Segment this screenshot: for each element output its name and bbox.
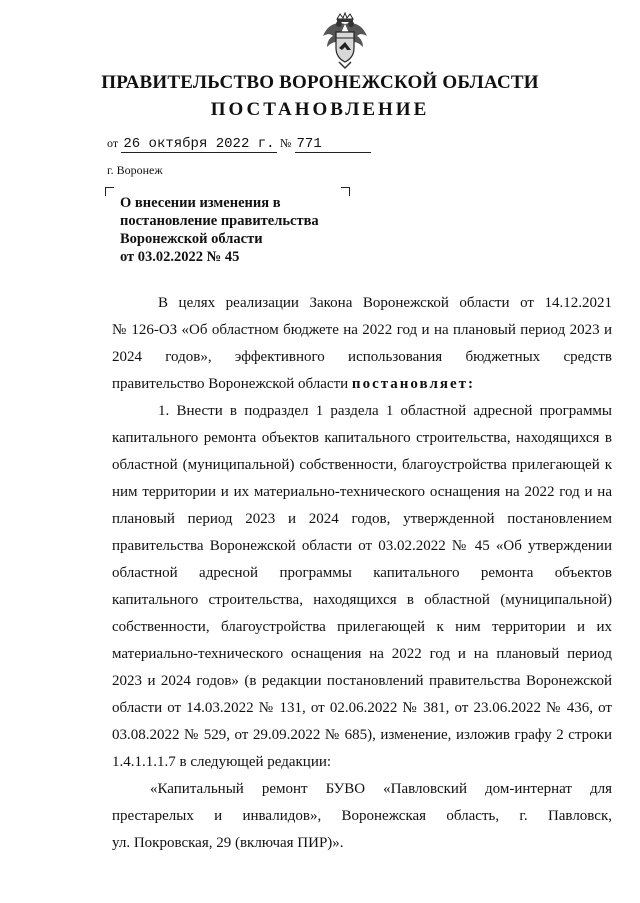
body-line: № 126-ОЗ «Об областном бюджете на 2022 год и на плановый период 2023 и <box>112 322 612 338</box>
subject-line: от 03.02.2022 № 45 <box>120 249 240 265</box>
date-number-line <box>107 135 371 153</box>
body-line: 2023 и 2024 годов» (в редакции постановлений правительства Воронежской <box>112 673 612 689</box>
document-date: 26 октября 2022 г. <box>123 136 275 152</box>
body-line: 1.4.1.1.1.7 в следующей редакции: <box>112 754 332 770</box>
body-line: 03.08.2022 № 529, от 29.09.2022 № 685), изменение, изложив графу 2 строки <box>112 727 612 743</box>
date-prefix: от <box>107 136 119 150</box>
body-line: 2024 годов», эффективного использования бюджетных средств <box>112 349 612 365</box>
body-line: материально-технического оснащения на 2022 год и на плановый период <box>112 646 612 662</box>
decree-word: постановляет: <box>351 376 475 392</box>
body-line: плановый период 2023 и 2024 годов, утвержденной постановлением <box>112 511 612 527</box>
body-line: 1. Внести в подраздел 1 раздела 1 областной адресной программы <box>158 403 612 419</box>
document-number: 771 <box>295 136 371 153</box>
body-line: областной (муниципальной) собственности, благоустройства прилегающей к <box>112 457 612 473</box>
subject-line: О внесении изменения в <box>120 195 281 211</box>
body-line: областной адресной программы капитального ремонта объектов <box>112 565 612 581</box>
document-body <box>112 290 612 857</box>
body-line: правительства Воронежской области от 03.02.2022 № 45 «Об утверждении <box>112 538 612 554</box>
subject-line: Воронежской области <box>120 231 263 247</box>
quote-line: «Капитальный ремонт БУВО «Павловский дом-интернат для <box>150 781 612 797</box>
coat-of-arms-icon <box>319 12 371 70</box>
preamble-last: правительство Воронежской области <box>112 376 349 392</box>
document-type: ПОСТАНОВЛЕНИЕ <box>210 99 430 120</box>
number-prefix: № <box>279 136 292 150</box>
body-line: ним территории и их материально-технического оснащения на 2022 год и на <box>112 484 612 500</box>
body-line: В целях реализации Закона Воронежской области от 14.12.2021 <box>158 295 612 311</box>
quote-line: ул. Покровская, 29 (включая ПИР)». <box>112 835 344 851</box>
body-line <box>112 371 612 398</box>
corner-bracket-left-icon <box>105 187 114 196</box>
government-title: ПРАВИТЕЛЬСТВО ВОРОНЕЖСКОЙ ОБЛАСТИ <box>101 72 539 93</box>
body-line: собственности, благоустройства прилегающей к ним территории и их <box>112 619 612 635</box>
quote-line: престарелых и инвалидов», Воронежская область, г. Павловск, <box>112 808 612 824</box>
document-city: г. Воронеж <box>107 163 163 177</box>
document-subject <box>120 194 350 266</box>
body-line: капитального ремонта объектов капитального строительства, находящихся в <box>112 430 612 446</box>
body-line: области от 14.03.2022 № 131, от 02.06.2022 № 381, от 23.06.2022 № 436, от <box>112 700 612 716</box>
body-line: капитального строительства, находящихся в областной (муниципальной) <box>112 592 612 608</box>
subject-line: постановление правительства <box>120 213 319 229</box>
